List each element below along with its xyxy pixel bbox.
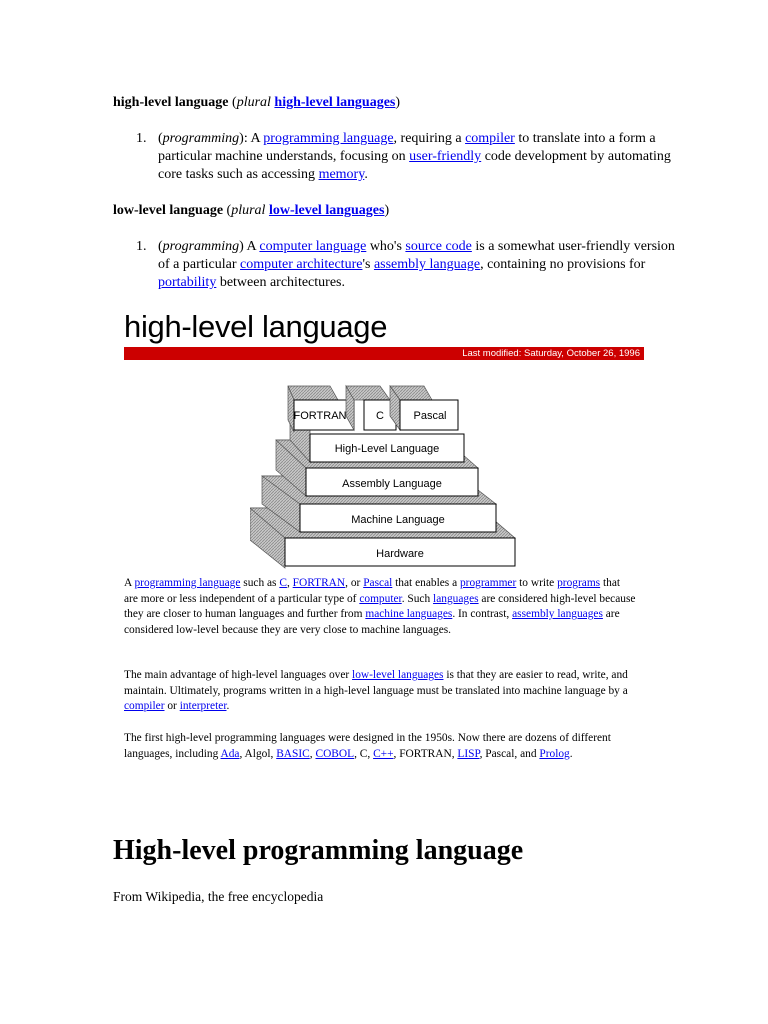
text-run: ) A [239, 239, 260, 254]
inline-link[interactable]: assembly languages [512, 608, 603, 620]
layer-label-hardware: Hardware [376, 548, 424, 560]
italic-text: programming [162, 239, 240, 254]
top-box-c [346, 386, 396, 430]
text-run: who's [366, 239, 406, 254]
inline-link[interactable]: BASIC [276, 747, 310, 760]
text-run: , C, [354, 747, 374, 760]
text-run: ): A [239, 131, 264, 146]
inline-link[interactable]: languages [433, 592, 479, 605]
text-run: , [309, 747, 316, 760]
inline-link[interactable]: C [279, 577, 287, 589]
text-run: or [164, 700, 180, 712]
inline-link[interactable]: assembly language [373, 257, 481, 272]
definition-text [158, 130, 678, 184]
italic-text: programming [162, 131, 240, 146]
text-run: . [364, 167, 368, 182]
box-top [288, 386, 338, 400]
box-label: FORTRAN [293, 410, 347, 422]
layer-label-high-level: High-Level Language [334, 443, 440, 455]
text-run: code development by automating core tasks such as accessing [158, 149, 671, 182]
term: low-level language [113, 203, 224, 218]
inline-link[interactable]: programmer [459, 577, 517, 589]
definition-item-low [136, 238, 676, 292]
page-title: High-level programming language [113, 835, 524, 866]
text-run: , containing no provisions for [480, 257, 646, 272]
layer-label-assembly: Assembly Language [342, 478, 442, 490]
term: high-level language [113, 95, 229, 110]
inline-link[interactable]: Pascal [363, 577, 393, 589]
definition-heading-low: low-level language (plural low-level languages) [113, 203, 390, 218]
language-layers-diagram [250, 380, 530, 572]
inline-link[interactable]: user-friendly [409, 149, 482, 164]
article-title: high-level language [124, 309, 388, 344]
text-run: to translate into a form a particular machine understands, focusing on [158, 131, 656, 164]
text-run: . Such [401, 592, 434, 605]
text-run: that enables a [392, 577, 460, 589]
inline-link[interactable]: FORTRAN [292, 577, 346, 589]
article-paragraph [124, 576, 636, 638]
inline-link[interactable]: COBOL [315, 747, 355, 760]
modified-bar [124, 347, 644, 360]
top-box-fortran [288, 386, 354, 432]
plural-word: plural [236, 95, 271, 110]
list-number: 1. [136, 239, 147, 254]
text-run: . In contrast, [452, 608, 513, 620]
inline-link[interactable]: portability [158, 275, 217, 290]
text-run: , Pascal, and [479, 747, 540, 760]
text-run: that are more or less independent of a particular type of [124, 577, 621, 605]
inline-link[interactable]: C++ [373, 747, 394, 760]
inline-link[interactable]: memory [318, 167, 365, 182]
article-paragraph [124, 731, 636, 762]
inline-link[interactable]: source code [405, 239, 472, 254]
inline-link[interactable]: LISP [457, 747, 480, 760]
text-run: , FORTRAN, [393, 747, 458, 760]
text-run: The main advantage of high-level languages over [124, 669, 353, 681]
text-run: , Algol, [239, 747, 277, 760]
text-run: , [286, 577, 293, 589]
text-run: . [226, 700, 230, 712]
text-run: are considered high-level because they are closer to human languages and further from [124, 592, 636, 620]
text-run: 's [362, 257, 374, 272]
box-label: C [376, 410, 384, 422]
plural-link[interactable]: low-level languages [268, 203, 385, 218]
inline-link[interactable]: compiler [465, 131, 515, 146]
definition-text [158, 238, 678, 292]
text-run: , or [345, 577, 364, 589]
top-box-pascal [390, 386, 458, 430]
inline-link[interactable]: programming language [134, 577, 241, 589]
text-run: ( [158, 239, 163, 254]
inline-link[interactable]: programs [557, 577, 601, 589]
definition-heading-high: high-level language (plural high-level languages) [113, 95, 401, 110]
text-run: A [124, 577, 135, 589]
modified-date: Last modified: Saturday, October 26, 1996 [462, 348, 640, 359]
inline-link[interactable]: machine languages [365, 608, 453, 620]
inline-link[interactable]: compiler [124, 700, 165, 712]
text-run: is that they are easier to read, write, and maintain. Ultimately, programs written in a high-level language must be translated into machine language by a [124, 669, 628, 697]
text-run: . [569, 747, 573, 760]
article-paragraph [124, 668, 636, 715]
list-number: 1. [136, 131, 147, 146]
text-run: is a somewhat user-friendly version of a particular [158, 239, 675, 272]
inline-link[interactable]: Ada [220, 747, 240, 760]
text-run: , requiring a [393, 131, 466, 146]
text-run: are considered low-level because they are very close to machine languages. [124, 608, 620, 636]
box-label: Pascal [413, 410, 447, 422]
layer-label-machine: Machine Language [351, 514, 445, 526]
text-run: ( [158, 131, 163, 146]
text-run: The first high-level programming languages were designed in the 1950s. Now there are dozens of different languages, including [124, 732, 611, 760]
text-run: between architectures. [216, 275, 345, 290]
inline-link[interactable]: computer architecture [240, 257, 363, 272]
inline-link[interactable]: computer [359, 592, 402, 605]
tagline: From Wikipedia, the free encyclopedia [113, 889, 324, 904]
inline-link[interactable]: programming language [263, 131, 394, 146]
inline-link[interactable]: interpreter [179, 700, 227, 712]
inline-link[interactable]: low-level languages [352, 669, 444, 681]
text-run: to write [516, 577, 558, 589]
plural-word: plural [231, 203, 266, 218]
definition-item-high [136, 130, 676, 184]
text-run: such as [240, 577, 280, 589]
inline-link[interactable]: computer language [259, 239, 367, 254]
inline-link[interactable]: Prolog [539, 747, 570, 760]
plural-link[interactable]: high-level languages [274, 95, 396, 110]
